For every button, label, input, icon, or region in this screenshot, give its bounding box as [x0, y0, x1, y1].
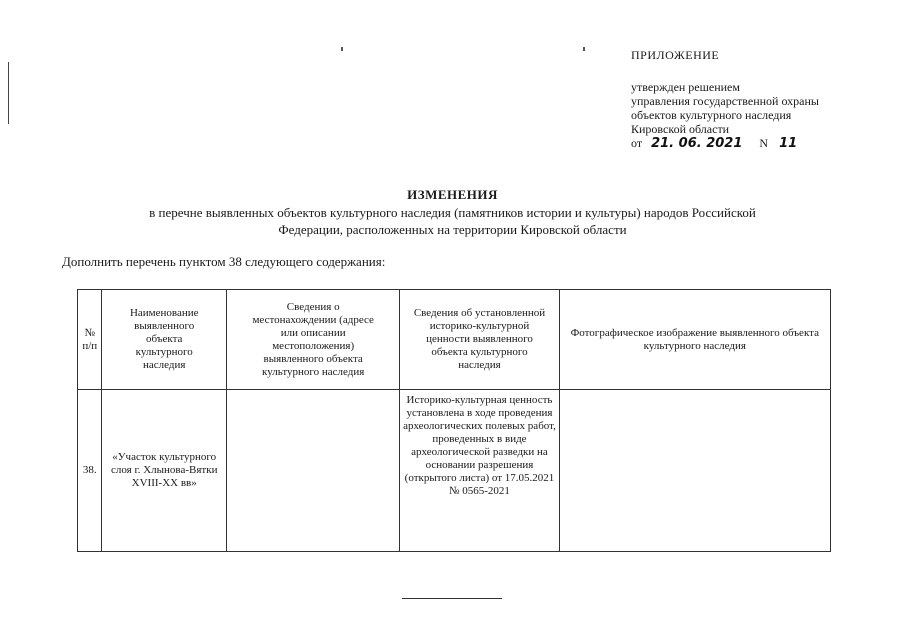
- header-name: Наименование выявленного объекта культурного наследия: [102, 290, 226, 390]
- cell-value: Историко-культурная ценность установлена в ходе проведения археологических полевых работ, проведенных в виде археологической разведки на основании разрешения (открытого листа) от 17.05.2021 № 0565-2021: [400, 390, 559, 552]
- heading-block: [60, 186, 845, 238]
- intro-text: Дополнить перечень пунктом 38 следующего содержания:: [62, 254, 386, 269]
- approved-line: утвержден решением: [631, 80, 740, 94]
- document-subtitle-line2: Федерации, расположенных на территории Кировской области: [278, 222, 627, 237]
- handwritten-number: 11: [779, 136, 798, 151]
- scan-speck: [341, 47, 343, 51]
- cell-name: «Участок культурного слоя г. Хлынова-Вятки XVIII-XX вв»: [102, 390, 226, 552]
- header-location: Сведения о местонахождении (адресе или описании местоположения) выявленного объекта культурного наследия: [226, 290, 399, 390]
- table-row: [78, 390, 831, 552]
- date-number-line: [631, 136, 881, 154]
- heritage-table: [77, 289, 831, 552]
- date-prefix: от: [631, 136, 643, 150]
- approved-line: объектов культурного наследия: [631, 108, 792, 122]
- document-title: ИЗМЕНЕНИЯ: [407, 187, 498, 202]
- header-photo: Фотографическое изображение выявленного объекта культурного наследия: [559, 290, 830, 390]
- cell-photo: [559, 390, 830, 552]
- document-subtitle-line1: в перечне выявленных объектов культурного наследия (памятников истории и культуры) народов Российской: [149, 205, 756, 220]
- header-num: № п/п: [78, 290, 102, 390]
- appendix-title: ПРИЛОЖЕНИЕ: [631, 48, 720, 62]
- table-header-row: [78, 290, 831, 390]
- handwritten-date: 21. 06. 2021: [651, 136, 743, 151]
- approved-line: управления государственной охраны: [631, 94, 819, 108]
- footer-divider: [402, 598, 502, 599]
- header-value: Сведения об установленной историко-культурной ценности выявленного объекта культурного наследия: [400, 290, 559, 390]
- number-label: N: [759, 136, 769, 150]
- cell-num: 38.: [78, 390, 102, 552]
- scan-speck: [583, 47, 585, 51]
- approved-line: Кировской области: [631, 122, 730, 136]
- appendix-block: [631, 48, 881, 154]
- cell-location: [226, 390, 399, 552]
- scan-edge-line: [8, 62, 9, 124]
